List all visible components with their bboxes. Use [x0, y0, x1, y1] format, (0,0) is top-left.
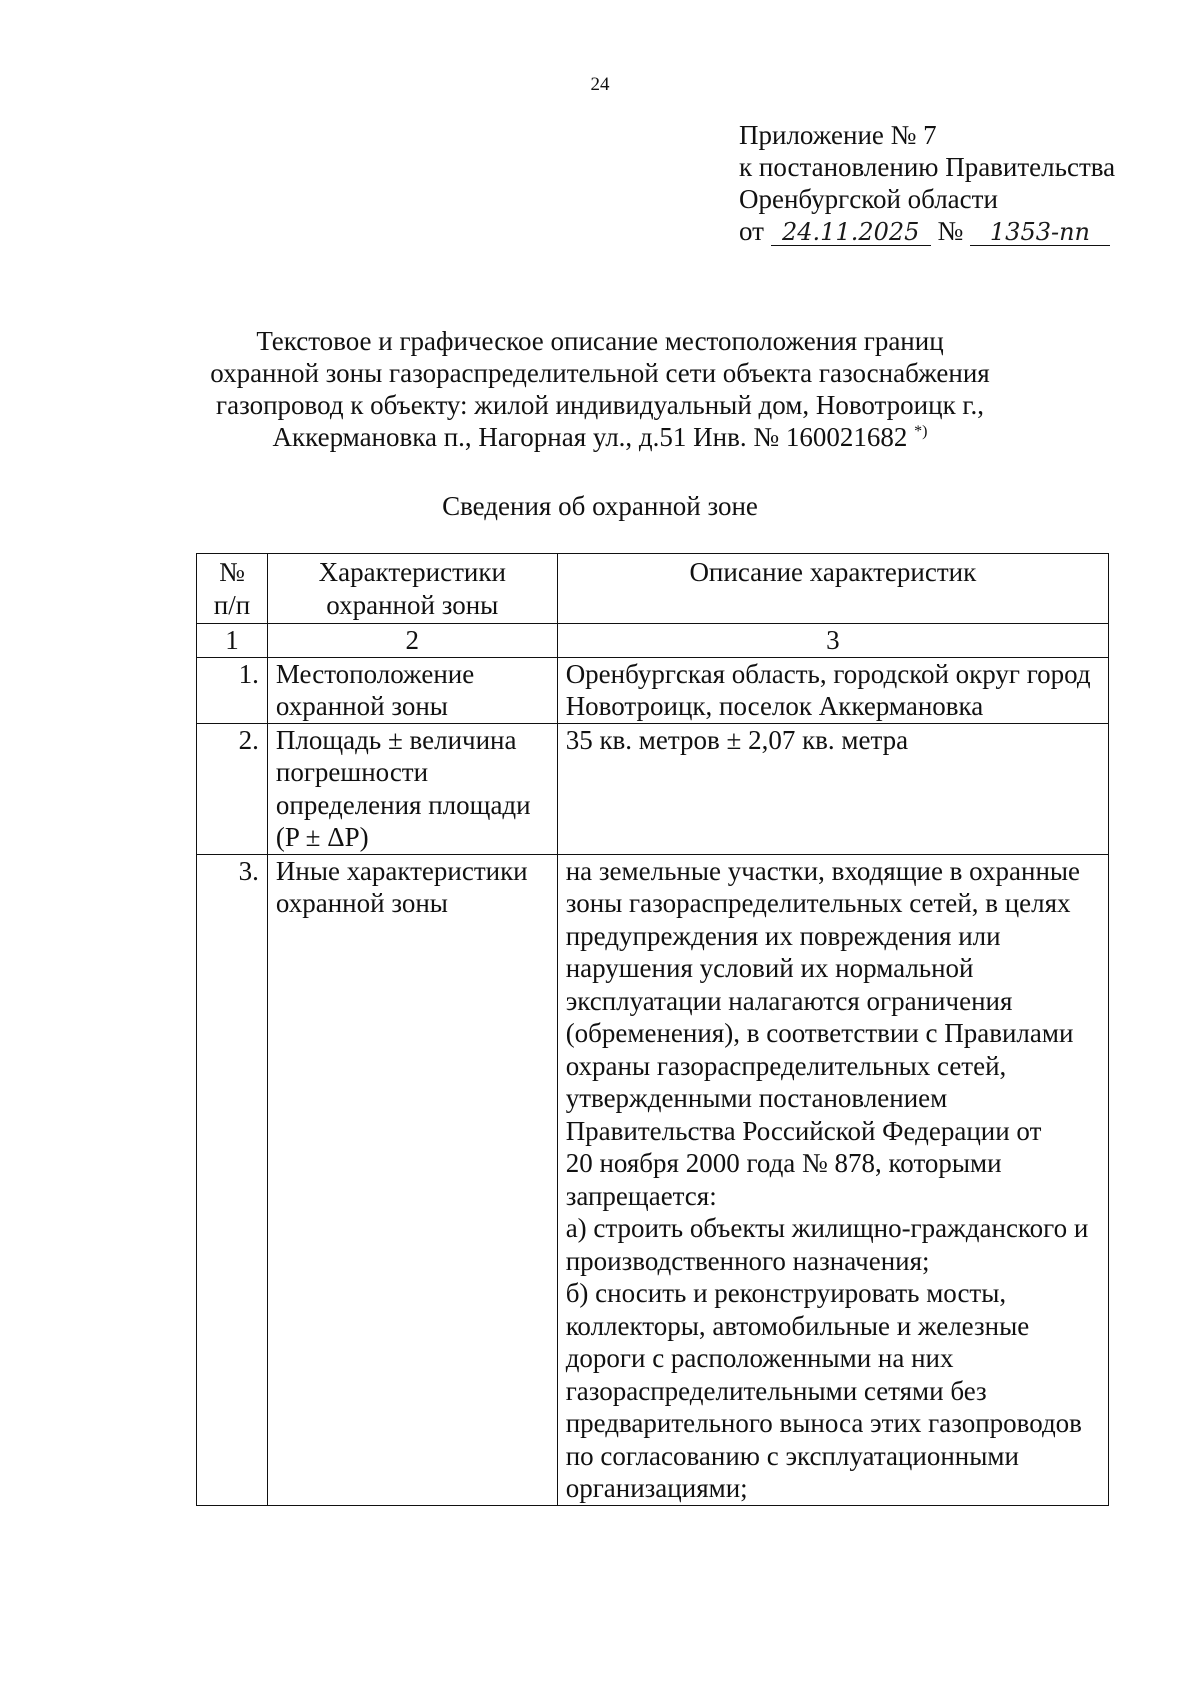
title-line: газопровод к объекту: жилой индивидуальный дом, Новотроицк г., [216, 390, 984, 420]
appendix-region: Оренбургской области [739, 184, 998, 214]
handwritten-date: 24.11.2025 [771, 219, 931, 246]
header-characteristics: Характеристики охранной зоны [267, 554, 557, 624]
title-line [0, 421, 1200, 453]
section-title: Сведения об охранной зоне [442, 491, 758, 521]
index-cell: 3 [557, 624, 1108, 658]
title-line-text: Аккермановка п., Нагорная ул., д.51 Инв. № 160021682 [272, 422, 908, 452]
appendix-date-number-line [739, 215, 1115, 247]
row-description: 35 кв. метров ± 2,07 кв. метра [557, 723, 1108, 854]
appendix-title: Приложение № 7 [739, 120, 937, 150]
row-number: 2. [197, 723, 268, 854]
handwritten-number: 1353-пп [970, 219, 1110, 246]
row-description: на земельные участки, входящие в охранные зоны газораспределительных сетей, в целях предупреждения их повреждения или нарушения условий их нормальной эксплуатации налагаются ограничения (обременения), в соответствии с Правилами охраны газораспределительных сетей, утвержденными постановлением Правительства Российской Федерации от 20 ноября 2000 года № 878, которыми запрещается: а) строить объекты жилищно-гражданского и производственного назначения; б) сносить и реконструировать мосты, коллекторы, автомобильные и железные дороги с расположенными на них газораспределительными сетями без предварительного выноса этих газопроводов по согласованию с эксплуатационными организациями; [557, 854, 1108, 1505]
row-characteristic: Иные характеристики охранной зоны [267, 854, 557, 1505]
index-cell: 2 [267, 624, 557, 658]
appendix-block [739, 119, 1115, 247]
footnote-mark: *) [914, 423, 928, 440]
header-number: № п/п [197, 554, 268, 624]
page-number: 24 [590, 74, 610, 95]
table-row [197, 854, 1109, 1505]
header-description: Описание характеристик [557, 554, 1108, 624]
document-title [0, 325, 1200, 453]
number-sign: № [937, 216, 964, 246]
title-line: охранной зоны газораспределительной сети объекта газоснабжения [210, 358, 990, 388]
row-characteristic: Местоположение охранной зоны [267, 657, 557, 723]
table-header-row [197, 554, 1109, 624]
index-cell: 1 [197, 624, 268, 658]
from-label: от [739, 216, 764, 246]
appendix-reference: к постановлению Правительства [739, 152, 1116, 182]
row-description: Оренбургская область, городской округ город Новотроицк, поселок Аккермановка [557, 657, 1108, 723]
protection-zone-table [196, 553, 1109, 1506]
table-row [197, 657, 1109, 723]
table-row [197, 723, 1109, 854]
table-index-row [197, 624, 1109, 658]
title-line: Текстовое и графическое описание местоположения границ [256, 326, 944, 356]
row-number: 1. [197, 657, 268, 723]
row-characteristic: Площадь ± величина погрешности определения площади (P ± ΔP) [267, 723, 557, 854]
row-number: 3. [197, 854, 268, 1505]
